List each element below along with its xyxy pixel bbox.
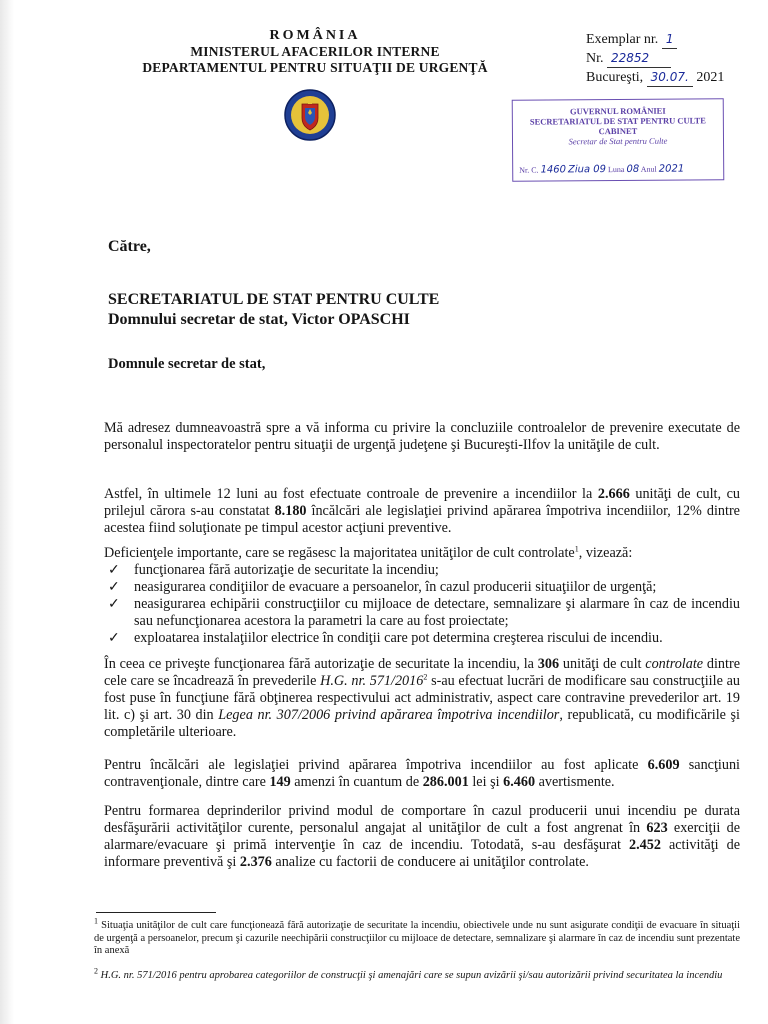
footnote-separator <box>96 912 216 913</box>
exemplar-number: 1 <box>662 30 678 49</box>
recipient-block <box>108 290 439 330</box>
footnote-2: $^2$ H.G. nr. 571/2016 pentru aprobarea categoriilor de construcţii şi amenajări care se supun avizării şi/sau autorizării privind securitatea la incendiu <box>94 966 723 981</box>
ministry-name: MINISTERUL AFACERILOR INTERNE <box>190 44 440 59</box>
paragraph-training: Pentru formarea deprinderilor privind modul de comportare în cazul producerii unui incendiu pe durata desfăşurării activităţilor curente, personalul angajat al unităţilor de cult a fost angrenat în 623 exerciţii de alarmare/evacuare şi primă intervenţie în caz de incendiu. Totodată, s-au desfăşurat 2.452 activităţi de informare preventivă şi 2.376 analize cu factorii de conducere ai unităţilor controlate. <box>104 803 741 870</box>
paragraph-controls: Astfel, în ultimele 12 luni au fost efectuate controale de prevenire a incendiilor la 2.666 unităţi de cult, cu prilejul cărora s-au constatat 8.180 încălcări ale legislaţiei privind apărarea împotriva incendiilor, 12% dintre acestea fiind soluţionate pe timpul acestor acţiuni preventive. <box>104 486 740 536</box>
footnote-1: $^1$ Situaţia unităţilor de cult care funcţionează fără autorizaţie de securitate la incendiu, obiectivele unde nu sunt asigurate condiţii de evacuare în situaţii de urgenţă a persoanelor, precum şi cazurile neechipării construcţiilor cu mijloace de detectare, semnalizare şi alarmare în caz de incendiu sunt prezentate în anexă <box>94 916 741 956</box>
scan-edge-shadow <box>0 0 14 1024</box>
list-item: ✓ neasigurarea echipării construcţiilor cu mijloace de detectare, semnalizare şi alarmare în caz de incendiu sau nefuncţionarea acestora la parametri la care au fost proiectate; <box>108 596 740 629</box>
registry-stamp: GUVERNUL ROMÂNIEI SECRETARIATUL DE STAT PENTRU CULTE CABINET Secretar de Stat pentru Culte Nr. C. 1460 Ziua 09 Luna 08 Anul 2021 <box>512 98 725 181</box>
letterhead <box>110 28 520 76</box>
document-registration <box>586 30 724 87</box>
paragraph-deficiencies: Deficienţele importante, care se regăsesc la majoritatea unităţilor de cult controlate$^1$, vizează: ✓ funcţionarea fără autorizaţie de securitate la incendiu; ✓ neasigurarea condiţiilor de evacuare a persoanelor, în cazul producerii situaţiilor de urgenţă; ✓ neasigurarea echipării construcţiilor cu mijloace de detectare, semnalizare şi alarmare în caz de incendiu sau nefuncţionarea acestora la parametri la care au fost proiectate; ✓ exploatarea instalaţiilor electrice în condiţii care pot determina creşterea riscului de incendiu. <box>104 544 740 646</box>
list-item: ✓ funcţionarea fără autorizaţie de securitate la incendiu; <box>108 562 439 578</box>
recipient-org: SECRETARIATUL DE STAT PENTRU CULTE <box>108 291 440 308</box>
paragraph-authorization: În ceea ce priveşte funcţionarea fără autorizaţie de securitate la incendiu, la 306 unităţi de cult controlate dintre cele care se încadrează în prevederile H.G. nr. 571/2016$^2$ s-au efectuat lucrări de modificare sau construcţiile au fost puse în funcţiune fără obţinerea respectivului act administrativ, aspect care contravine prevederilor art. 19 lit. c) şi art. 30 din Legea nr. 307/2006 privind apărarea împotriva incendiilor, republicată, cu modificările şi completările ulterioare. <box>104 656 740 740</box>
list-item: ✓ neasigurarea condiţiilor de evacuare a persoanelor, în cazul producerii situaţiilor de urgenţă; <box>108 579 657 595</box>
coat-of-arms-seal <box>282 88 338 142</box>
date-line: Bucureşti, 30.07. 2021 <box>586 70 725 85</box>
salutation: Domnule secretar de stat, <box>108 356 266 372</box>
stamp-registration: Nr. C. 1460 Ziua 09 Luna 08 Anul 2021 <box>519 163 685 176</box>
registration-number: 22852 <box>607 49 671 68</box>
deficiency-list <box>104 562 740 647</box>
checkmark-icon: ✓ <box>108 579 120 595</box>
checkmark-icon: ✓ <box>108 630 120 646</box>
handwritten-date: 30.07. <box>647 68 693 87</box>
department-name: DEPARTAMENTUL PENTRU SITUAŢII DE URGENŢĂ <box>142 60 488 75</box>
list-item: ✓ exploatarea instalaţiilor electrice în condiţii care pot determina creşterea riscului de incendiu. <box>108 630 663 646</box>
recipient-to: Către, <box>108 238 151 255</box>
paragraph-sanctions: Pentru încălcări ale legislaţiei privind apărarea împotriva incendiilor au fost aplicate 6.609 sancţiuni contravenţionale, dintre care 149 amenzi în cuantum de 286.001 lei şi 6.460 avertismente. <box>104 757 740 790</box>
paragraph-intro: Mă adresez dumneavoastră spre a vă informa cu privire la concluziile controalelor de prevenire executate de personalul inspectoratelor pentru situaţii de urgenţă judeţene şi Bucureşti-Ilfov la unităţile de cult. <box>104 420 740 453</box>
checkmark-icon: ✓ <box>108 562 120 578</box>
registration-number-line: Nr. 22852 <box>586 49 724 68</box>
country-name: ROMÂNIA <box>269 28 361 43</box>
exemplar-line: Exemplar nr. 1 <box>586 30 724 49</box>
checkmark-icon: ✓ <box>108 596 120 612</box>
recipient-person: Domnului secretar de stat, Victor OPASCHI <box>108 311 410 328</box>
